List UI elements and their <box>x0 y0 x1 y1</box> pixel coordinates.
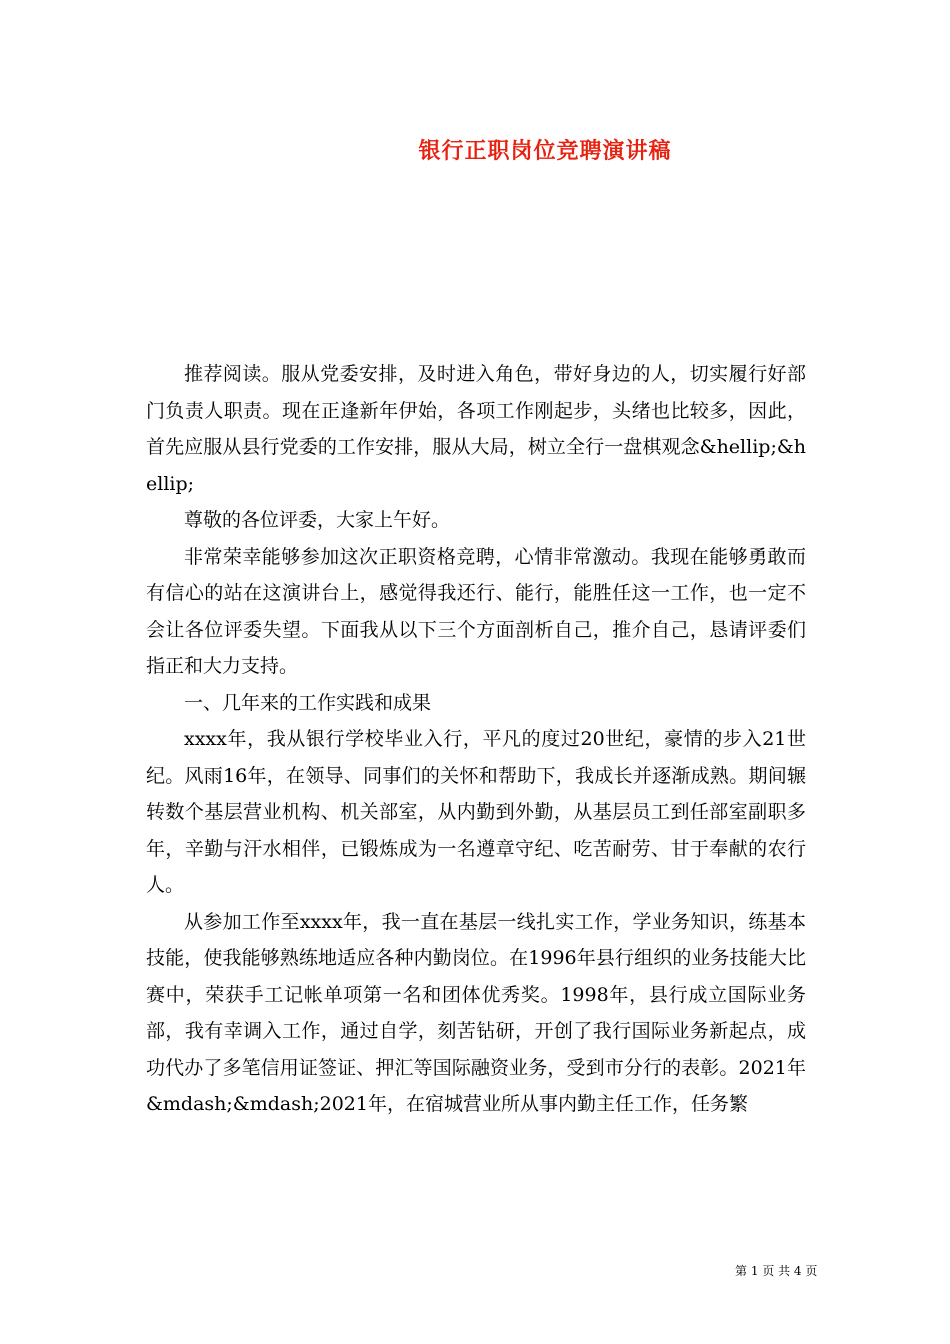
paragraph-introduction: 非常荣幸能够参加这次正职资格竞聘，心情非常激动。我现在能够勇敢而有信心的站在这演讲台上，感觉得我还行、能行，能胜任这一工作，也一定不会让各位评委失望。下面我从以下三个方面剖析自己，推介自己，恳请评委们指正和大力支持。 <box>146 545 806 677</box>
paragraph-greeting: 尊敬的各位评委，大家上午好。 <box>184 509 451 531</box>
paragraph-career-history: xxxx年，我从银行学校毕业入行，平凡的度过20世纪，豪情的步入21世纪。风雨16年，在领导、同事们的关怀和帮助下，我成长并逐渐成熟。期间辗转数个基层营业机构、机关部室，从内勤到外勤，从基层员工到任部室副职多年，辛勤与汗水相伴，已锻炼成为一名遵章守纪、吃苦耐劳、甘于奉献的农行人。 <box>146 728 806 896</box>
page-number-footer: 第 1 页 共 4 页 <box>735 1264 818 1278</box>
page-title: 银行正职岗位竞聘演讲稿 <box>418 138 672 164</box>
document-body <box>146 356 806 1123</box>
section-heading: 一、几年来的工作实践和成果 <box>184 691 432 714</box>
paragraph-recommended-reading: 推荐阅读。服从党委安排，及时进入角色，带好身边的人，切实履行好部门负责人职责。现在正逢新年伊始，各项工作刚起步，头绪也比较多，因此，首先应服从县行党委的工作安排，服从大局，树立全行一盘棋观念&hellip;&hellip; <box>146 363 806 495</box>
paragraph-grassroots-work: 从参加工作至xxxx年，我一直在基层一线扎实工作，学业务知识，练基本技能，使我能够熟练地适应各种内勤岗位。在1996年县行组织的业务技能大比赛中，荣获手工记帐单项第一名和团体优秀奖。1998年，县行成立国际业务部，我有幸调入工作，通过自学，刻苦钻研，开创了我行国际业务新起点，成功代办了多笔信用证签证、押汇等国际融资业务，受到市分行的表彰。2021年&mdash;&mdash;2021年，在宿城营业所从事内勤主任工作，任务繁 <box>146 910 806 1115</box>
